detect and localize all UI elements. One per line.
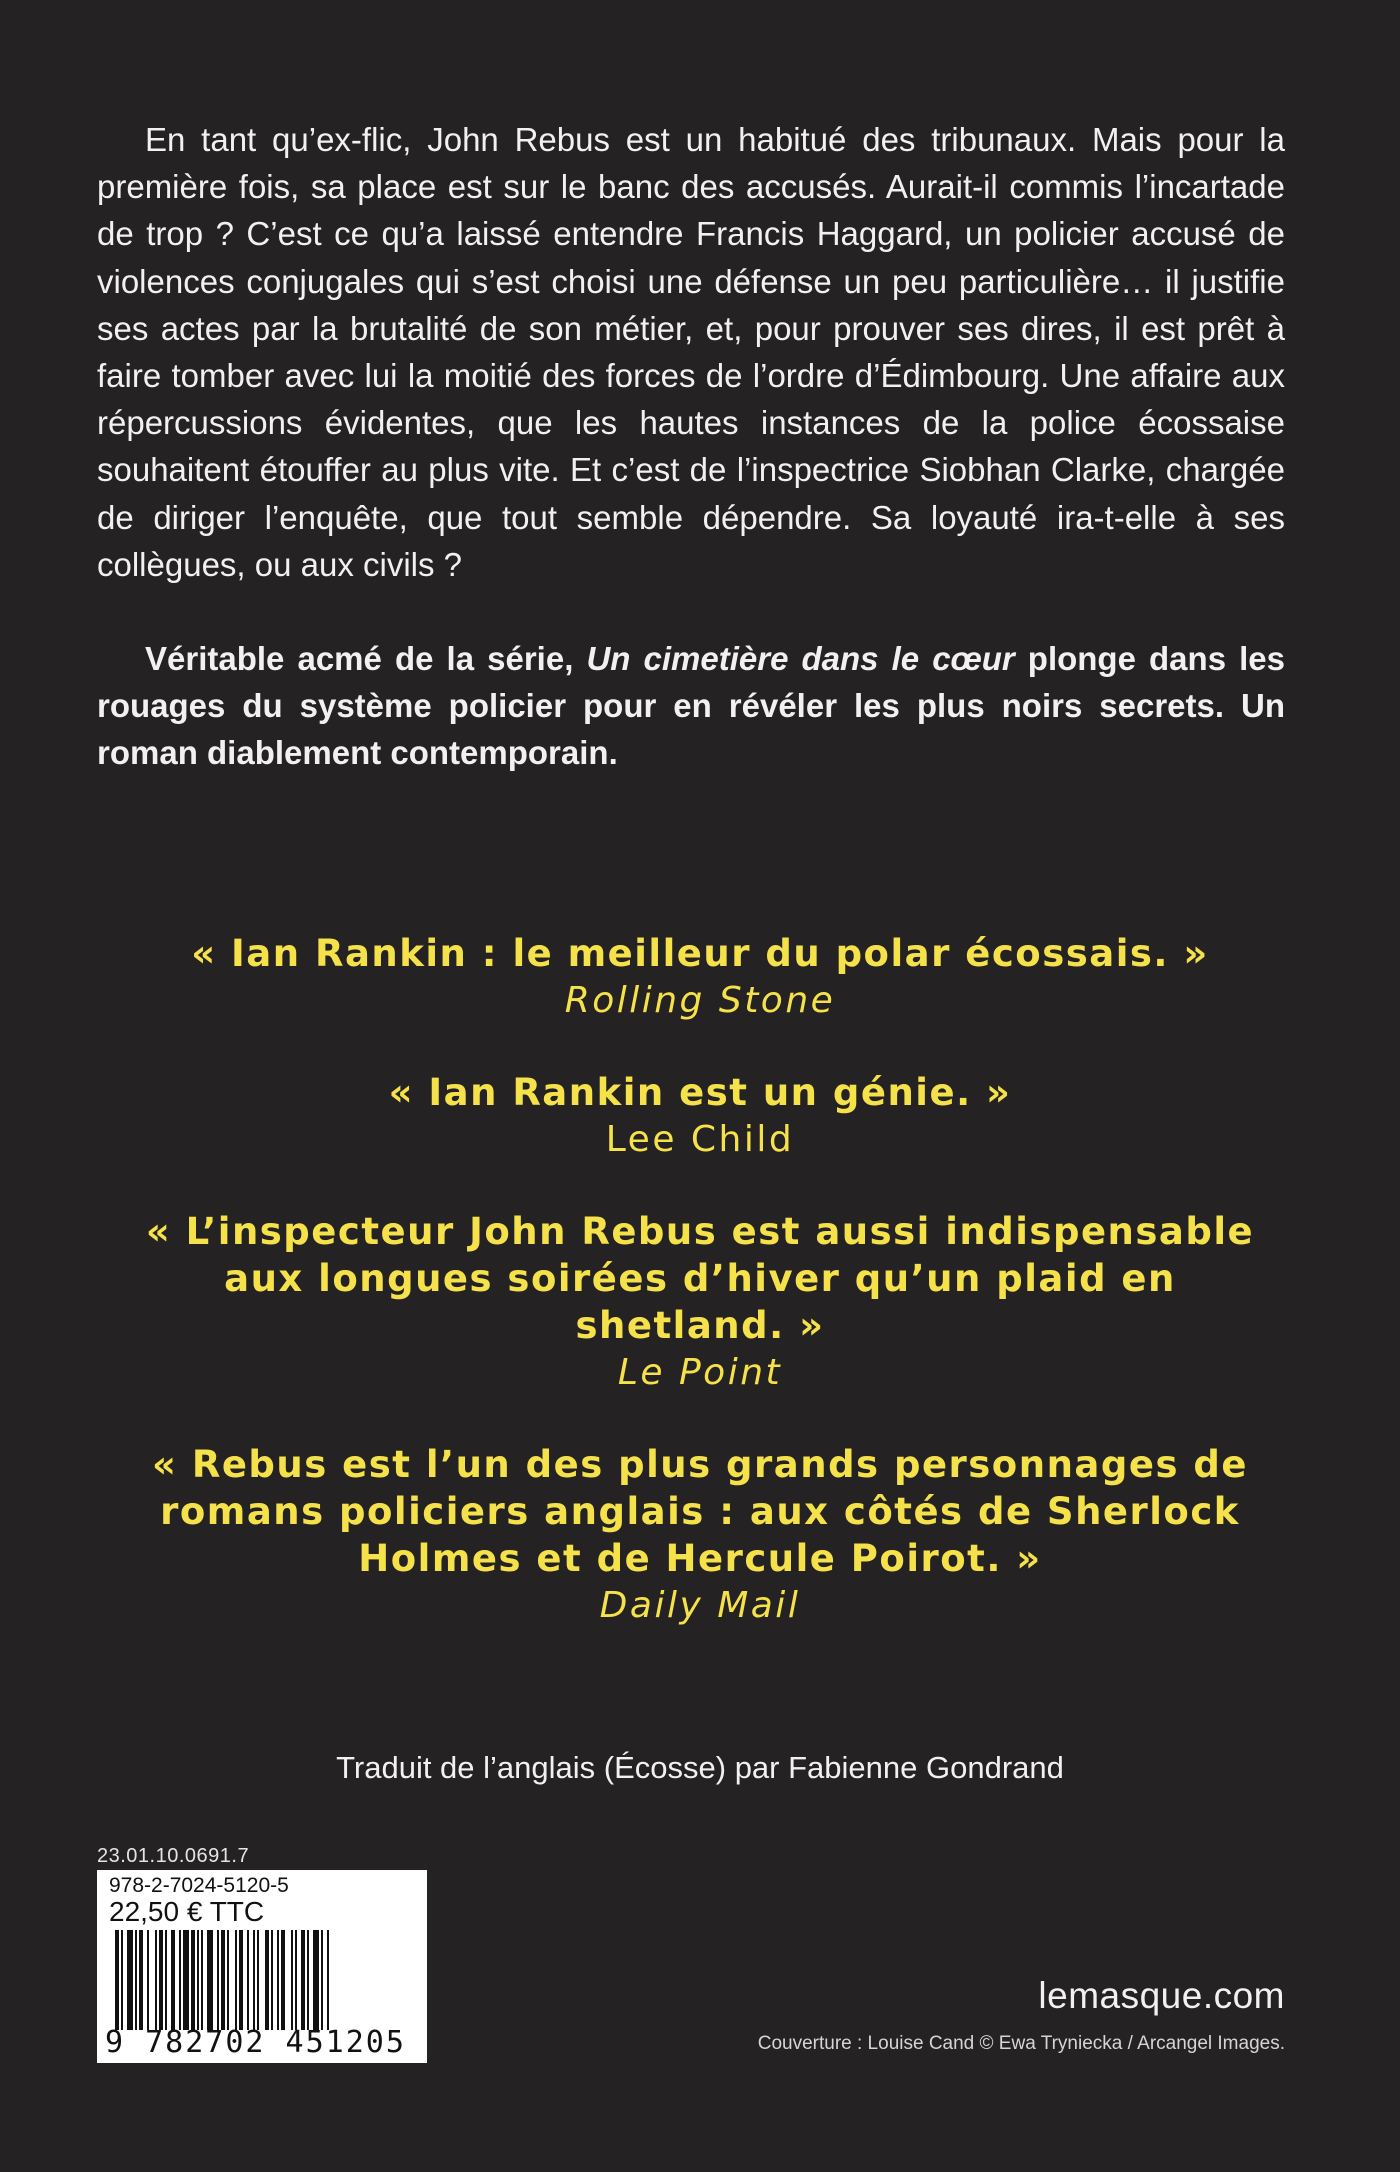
barcode-bar — [159, 1930, 163, 2030]
barcode-bar — [235, 1930, 237, 2030]
quote-source: Lee Child — [605, 1119, 795, 1160]
quote-source: Le Point — [617, 1352, 783, 1393]
barcode-bar — [313, 1930, 319, 2030]
quote-text: « Ian Rankin est un génie. » — [388, 1071, 1012, 1114]
barcode-bars — [115, 1930, 405, 2030]
barcode-bar — [207, 1930, 213, 2030]
barcode-bar — [155, 1930, 157, 2030]
barcode-bar — [127, 1930, 133, 2030]
quote-le-point — [0, 1208, 1400, 1396]
quote-daily-mail — [0, 1441, 1400, 1629]
barcode-label — [97, 1870, 427, 2063]
blurb-paragraph-pitch — [97, 635, 1285, 777]
translator-credit: Traduit de l’anglais (Écosse) par Fabienne Gondrand — [336, 1750, 1064, 1785]
barcode-digits: 9 782702 451205 — [105, 2025, 406, 2060]
quote-text: « Ian Rankin : le meilleur du polar écossais. » — [191, 932, 1209, 975]
barcode-bar — [307, 1930, 309, 2030]
cover-credits: Couverture : Louise Cand © Ewa Tryniecka / Arcangel Images. — [757, 2033, 1285, 2054]
barcode-bar — [179, 1930, 181, 2030]
quote-source: Rolling Stone — [564, 980, 836, 1021]
pitch-start: Véritable acmé de la série, — [145, 640, 587, 678]
pitch-end: plonge dans les rouages du système policier pour en révéler les plus noirs secrets. Un roman diablement contemporain. — [97, 640, 1285, 772]
barcode-bar — [277, 1930, 279, 2030]
quote-text: « Rebus est l’un des plus grands personnages de romans policiers anglais : aux côtés de Sherlock Holmes et de Hercule Poirot. » — [152, 1443, 1248, 1580]
barcode-bar — [139, 1930, 143, 2030]
barcode-bar — [217, 1930, 219, 2030]
barcode-bar — [197, 1930, 199, 2030]
barcode-bar — [115, 1930, 119, 2030]
barcode-bar — [121, 1930, 123, 2030]
quote-rolling-stone — [0, 930, 1400, 1024]
edition-code: 23.01.10.0691.7 — [97, 1845, 250, 1867]
publisher-website: lemasque.com — [1038, 1975, 1285, 2016]
barcode-bar — [271, 1930, 273, 2030]
blurb — [97, 116, 1285, 777]
blurb-paragraph-synopsis: En tant qu’ex-flic, John Rebus est un habitué des tribunaux. Mais pour la première fois, sa place est sur le banc des accusés. Aurait-il commis l’incartade de trop ? C’est ce qu’a laissé entendre Francis Haggard, un policier accusé de violences conjugales qui s’est choisi une défense un peu particulière… il justifie ses actes par la brutalité de son métier, et, pour prouver ses dires, il est prêt à faire tomber avec lui la moitié des forces de l’ordre d’Édimbourg. Une affaire aux répercussions évidentes, que les hautes instances de la police écossaise souhaitent étouffer au plus vite. Et c’est de l’inspectrice Siobhan Clarke, chargée de diriger l’enquête, que tout semble dépendre. Sa loyauté ira-t-elle à ses collègues, ou aux civils ? — [97, 121, 1285, 583]
quote-lee-child — [0, 1069, 1400, 1163]
barcode-bar — [191, 1930, 195, 2030]
barcode-bar — [183, 1930, 189, 2030]
press-quotes — [0, 930, 1400, 1674]
barcode-bar — [301, 1930, 305, 2030]
barcode-bar — [321, 1930, 323, 2030]
barcode-bar — [281, 1930, 285, 2030]
barcode-bar — [247, 1930, 249, 2030]
barcode-bar — [327, 1930, 329, 2030]
barcode-bar — [135, 1930, 137, 2030]
barcode-bar — [165, 1930, 167, 2030]
barcode-bar — [253, 1930, 255, 2030]
barcode-bar — [227, 1930, 229, 2030]
barcode-bar — [221, 1930, 225, 2030]
barcode-bar — [295, 1930, 297, 2030]
barcode-bar — [239, 1930, 243, 2030]
isbn-number: 978-2-7024-5120-5 — [109, 1874, 289, 1897]
barcode-bar — [147, 1930, 149, 2030]
barcode-bar — [291, 1930, 293, 2030]
barcode-bar — [265, 1930, 269, 2030]
barcode-bar — [257, 1930, 259, 2030]
quote-source: Daily Mail — [599, 1585, 801, 1626]
barcode-bar — [171, 1930, 175, 2030]
price: 22,50 € TTC — [109, 1896, 265, 1927]
book-title-italic: Un cimetière dans le cœur — [586, 640, 1015, 678]
barcode-bar — [201, 1930, 203, 2030]
quote-text: « L’inspecteur John Rebus est aussi indispensable aux longues soirées d’hiver qu’un plaid en shetland. » — [145, 1210, 1255, 1347]
